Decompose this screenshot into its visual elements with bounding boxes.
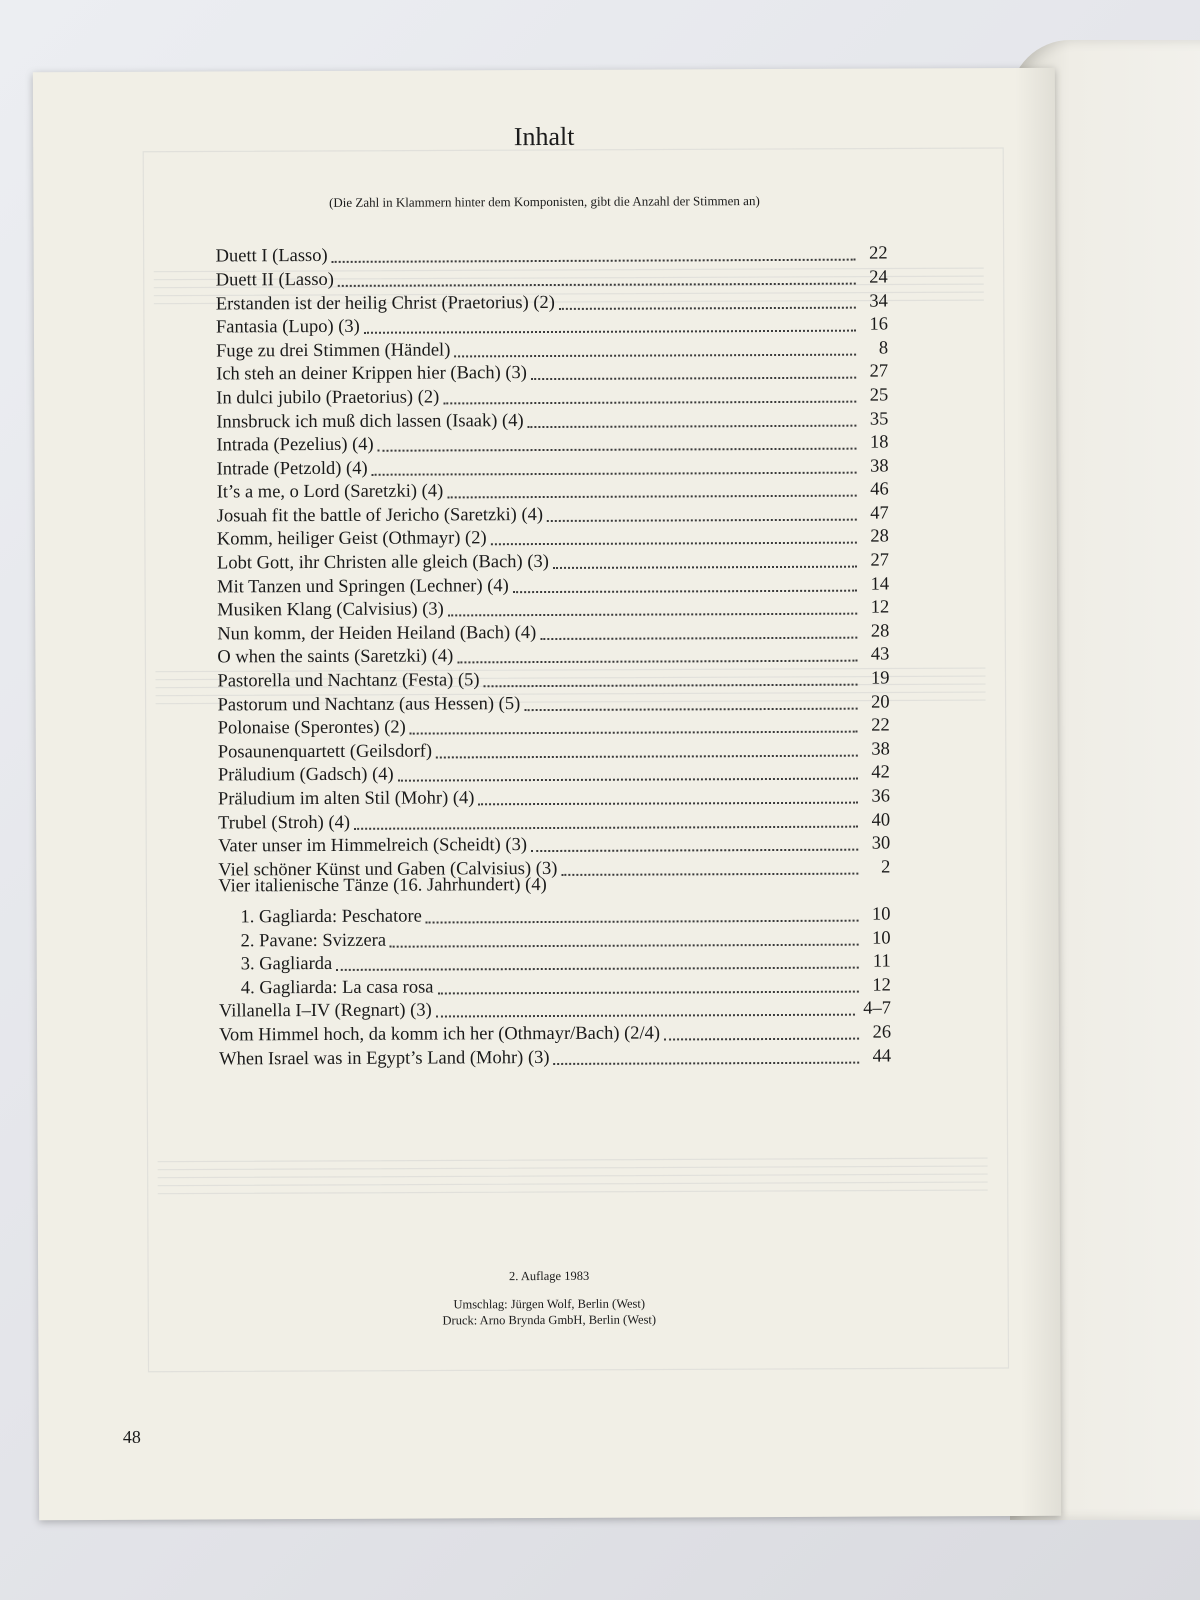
toc-dot-leader bbox=[491, 522, 857, 546]
toc-entry-title: Komm, heiliger Geist (Othmayr) (2) bbox=[216, 528, 487, 550]
toc-entry-title: Erstanden ist der heilig Christ (Praetorius) (2) bbox=[215, 292, 555, 314]
toc-entry-title: Duett I (Lasso) bbox=[215, 246, 328, 267]
toc-dot-leader bbox=[390, 923, 859, 947]
toc-dot-leader bbox=[540, 616, 857, 640]
page-title: Inhalt bbox=[513, 121, 575, 152]
credits bbox=[38, 1294, 1060, 1330]
toc-entry-page: 47 bbox=[870, 503, 889, 524]
toc-entry-title: Fuge zu drei Stimmen (Händel) bbox=[216, 340, 451, 362]
toc-entry-title: 4. Gagliarda: La casa rosa bbox=[240, 977, 434, 999]
toc-dot-leader bbox=[426, 899, 859, 923]
toc-entry-title: Ich steh an deiner Krippen hier (Bach) (3) bbox=[216, 363, 527, 385]
toc-entry-page: 34 bbox=[869, 291, 888, 312]
toc-dot-leader bbox=[457, 640, 857, 664]
toc-dot-leader bbox=[528, 404, 857, 428]
toc-entry-page: 28 bbox=[870, 621, 890, 642]
toc-entry-title: Trubel (Stroh) (4) bbox=[218, 812, 351, 834]
toc-entry-title: Viel schöner Künst und Gaben (Calvisius) (3) bbox=[218, 858, 558, 881]
toc-entry-title: Präludium im alten Stil (Mohr) (4) bbox=[217, 788, 475, 810]
toc-entry-title: When Israel was in Egypt’s Land (Mohr) (3) bbox=[219, 1047, 550, 1069]
toc-entry-title: In dulci jubilo (Praetorius) (2) bbox=[216, 387, 440, 409]
toc-entry-page: 20 bbox=[871, 692, 890, 713]
toc-dot-leader bbox=[436, 734, 858, 758]
toc-entry-page: 26 bbox=[872, 1022, 892, 1043]
toc-dot-leader bbox=[410, 711, 858, 735]
toc-dot-leader bbox=[398, 758, 858, 782]
toc-entry-title: Intrada (Pezelius) (4) bbox=[216, 434, 374, 456]
toc-dot-leader bbox=[553, 1041, 859, 1065]
toc-entry-title: 2. Pavane: Svizzera bbox=[240, 930, 387, 951]
toc-entry-title: Vom Himmel hoch, da komm ich her (Othmayr/Bach) (2/4) bbox=[219, 1023, 661, 1046]
toc-entry-title: Fantasia (Lupo) (3) bbox=[215, 316, 360, 338]
toc-entry bbox=[215, 237, 888, 267]
voice-count-note: (Die Zahl in Klammern hinter dem Komponisten, gibt die Anzahl der Stimmen an) bbox=[329, 193, 760, 210]
toc-dot-leader bbox=[524, 687, 857, 711]
toc-entry-title: Vier italienische Tänze (16. Jahrhundert) (4) bbox=[218, 875, 547, 897]
toc-dot-leader bbox=[332, 239, 856, 264]
toc-entry-title: Pastorum und Nachtanz (aus Hessen) (5) bbox=[217, 693, 521, 716]
toc-dot-leader bbox=[364, 309, 856, 333]
cover-credit: Umschlag: Jürgen Wolf, Berlin (West) bbox=[453, 1296, 646, 1312]
toc-entry-title: Villanella I–IV (Regnart) (3) bbox=[218, 1000, 432, 1022]
toc-entry-page: 22 bbox=[869, 243, 888, 264]
toc-entry-page: 27 bbox=[869, 361, 889, 382]
toc-subentry bbox=[218, 897, 891, 928]
toc-entry-title: Nun komm, der Heiden Heiland (Bach) (4) bbox=[217, 622, 537, 645]
toc-entry-page: 24 bbox=[869, 267, 888, 288]
toc-entry-page: 2 bbox=[881, 857, 891, 878]
booklet-page bbox=[33, 68, 1061, 1520]
toc-dot-leader bbox=[378, 427, 857, 451]
toc-entry-page: 11 bbox=[872, 951, 891, 972]
toc-dot-leader bbox=[336, 946, 859, 971]
toc-dot-leader bbox=[447, 475, 857, 499]
toc-entry-page: 18 bbox=[869, 432, 889, 453]
toc-entry-page: 4–7 bbox=[863, 998, 891, 1019]
toc-entry-page: 10 bbox=[872, 928, 891, 949]
toc-entry-page: 35 bbox=[869, 409, 889, 430]
toc-entry-title: It’s a me, o Lord (Saretzki) (4) bbox=[216, 481, 444, 503]
toc-dot-leader bbox=[513, 569, 857, 593]
toc-dot-leader bbox=[483, 663, 857, 687]
table-of-contents bbox=[215, 237, 892, 1069]
toc-entry-title: Vater unser im Himmelreich (Scheidt) (3) bbox=[218, 835, 528, 857]
toc-entry-page: 12 bbox=[872, 975, 891, 996]
toc-entry-title: Duett II (Lasso) bbox=[215, 269, 334, 291]
toc-dot-leader bbox=[454, 333, 856, 357]
toc-entry-title: 1. Gagliarda: Peschatore bbox=[240, 906, 422, 928]
toc-entry-page: 38 bbox=[870, 456, 889, 477]
toc-entry-title: Josuah fit the battle of Jericho (Saretzki) (4) bbox=[216, 504, 544, 527]
toc-entry-page: 38 bbox=[871, 739, 890, 760]
toc-entry-title: 3. Gagliarda bbox=[240, 954, 333, 975]
toc-entry-page: 10 bbox=[871, 904, 891, 925]
toc-dot-leader bbox=[436, 994, 856, 1018]
toc-dot-leader bbox=[354, 805, 858, 830]
toc-entry-title: Pastorella und Nachtanz (Festa) (5) bbox=[217, 670, 480, 692]
toc-entry-title: Innsbruck ich muß dich lassen (Isaak) (4) bbox=[216, 410, 524, 432]
toc-entry-page: 46 bbox=[870, 479, 889, 500]
toc-entry-page: 40 bbox=[871, 810, 891, 831]
toc-dot-leader bbox=[531, 357, 856, 381]
edition-line: 2. Auflage 1983 bbox=[508, 1268, 590, 1284]
page-number: 48 bbox=[122, 1426, 141, 1447]
toc-dot-leader bbox=[478, 781, 858, 805]
toc-entry-page: 30 bbox=[871, 833, 891, 854]
toc-dot-leader bbox=[559, 286, 856, 310]
toc-dot-leader bbox=[531, 828, 858, 852]
toc-dot-leader bbox=[561, 852, 858, 876]
toc-dot-leader bbox=[664, 1017, 859, 1040]
toc-entry-page: 42 bbox=[871, 762, 890, 783]
toc-entry-page: 43 bbox=[870, 644, 890, 666]
toc-entry-title: Präludium (Gadsch) (4) bbox=[217, 765, 394, 786]
toc-entry-page: 44 bbox=[872, 1046, 892, 1067]
toc-entry-title: O when the saints (Saretzki) (4) bbox=[217, 646, 454, 668]
toc-entry-page: 36 bbox=[871, 786, 891, 807]
toc-dot-leader bbox=[547, 498, 857, 522]
toc-entry-page: 12 bbox=[870, 597, 890, 618]
toc-dot-leader bbox=[372, 451, 857, 475]
toc-dot-leader bbox=[553, 545, 857, 569]
toc-entry-title: Intrade (Petzold) (4) bbox=[216, 458, 368, 480]
toc-dot-leader bbox=[437, 970, 858, 994]
toc-entry-title: Posaunenquartett (Geilsdorf) bbox=[217, 741, 433, 763]
toc-entry-page: 19 bbox=[870, 668, 890, 689]
toc-entry-page: 25 bbox=[869, 385, 889, 406]
toc-entry-title: Mit Tanzen und Springen (Lechner) (4) bbox=[217, 575, 509, 598]
toc-entry-page: 14 bbox=[870, 574, 890, 595]
toc-entry-page: 28 bbox=[870, 526, 889, 548]
toc-dot-leader bbox=[443, 380, 856, 404]
toc-entry-title: Lobt Gott, ihr Christen alle gleich (Bach) (3) bbox=[216, 552, 549, 574]
toc-entry-title: Polonaise (Sperontes) (2) bbox=[217, 717, 406, 739]
toc-entry-page: 27 bbox=[870, 550, 890, 571]
toc-entry-title: Musiken Klang (Calvisius) (3) bbox=[217, 599, 444, 621]
toc-dot-leader bbox=[338, 262, 856, 287]
toc-entry-page: 16 bbox=[869, 314, 888, 335]
toc-entry-page: 8 bbox=[878, 338, 889, 359]
toc-dot-leader bbox=[448, 593, 857, 617]
print-credit: Druck: Arno Brynda GmbH, Berlin (West) bbox=[442, 1312, 657, 1328]
toc-entry-page: 22 bbox=[871, 715, 890, 736]
